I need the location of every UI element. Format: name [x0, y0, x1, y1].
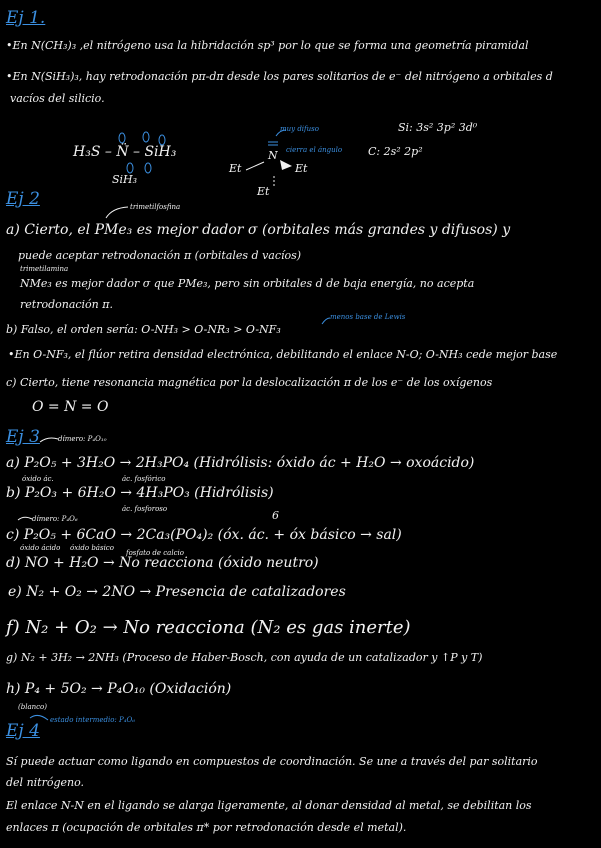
note-acido-fosforoso: ác. fosforoso: [122, 505, 168, 513]
ej1-structure-right-et2: Et: [295, 162, 308, 175]
ej3-c: c) P₂O₅ + 6CaO → 2Ca₃(PO₄)₂ (óx. ác. + óx básico → sal): [6, 527, 402, 543]
heading-ej2: Ej 2: [6, 189, 40, 209]
ej3-six: 6: [272, 509, 279, 522]
ej1-structure-left-bottom: SiH₃: [112, 173, 138, 186]
ej1-structure-right-et3: Et: [257, 185, 270, 198]
si-configuration: Si: 3s² 3p² 3d⁰: [398, 121, 478, 134]
ej1-line1: •En N(CH₃)₃ ,el nitrógeno usa la hibridación sp³ por lo que se forma una geometría piramidal: [6, 39, 529, 52]
ej3-f: f) N₂ + O₂ → No reacciona (N₂ es gas inerte): [6, 617, 411, 638]
ej3-b: b) P₂O₃ + 6H₂O → 4H₃PO₃ (Hidrólisis): [6, 485, 274, 501]
note-oxido-basico: óxido básico: [70, 544, 114, 552]
note-muy-difuso: muy difuso: [280, 125, 319, 133]
ej3-a: a) P₂O₅ + 3H₂O → 2H₃PO₄ (Hidrólisis: óxido ác + H₂O → oxoácido): [6, 455, 475, 471]
heading-ej4: Ej 4: [6, 721, 40, 741]
ej3-h: h) P₄ + 5O₂ → P₄O₁₀ (Oxidación): [6, 681, 232, 697]
heading-ej3: Ej 3: [6, 427, 40, 447]
note-dimero-p4o6: dímero: P₄O₆: [32, 515, 78, 523]
note-acido-fosforico: ác. fosfórico: [122, 475, 166, 483]
ej3-g: g) N₂ + 3H₂ → 2NH₃ (Proceso de Haber-Bosch, con ayuda de un catalizador y ↑P y T): [6, 651, 483, 664]
ej1-structure-right-n: N: [268, 149, 278, 162]
note-fosfato-calcio: fosfato de calcio: [126, 549, 184, 557]
ej2-a-line1: a) Cierto, el PMe₃ es mejor dador σ (orbitales más grandes y difusos) y: [6, 222, 511, 238]
note-estado-intermedio: estado intermedio: P₄O₆: [50, 716, 136, 724]
ej2-c-line1: c) Cierto, tiene resonancia magnética por la deslocalización π de los e⁻ de los oxígenos: [6, 376, 493, 389]
note-oxido-acido: óxido ác.: [22, 475, 54, 483]
note-oxido-acido-c: óxido ácido: [20, 544, 61, 552]
ej2-a-line4: retrodonación π.: [20, 298, 113, 311]
ej2-a-line3: NMe₃ es mejor dador σ que PMe₃, pero sin orbitales d de baja energía, no acepta: [20, 277, 475, 290]
ej2-b-line2: •En O-NF₃, el flúor retira densidad electrónica, debilitando el enlace N-O; O-NH₃ cede mejor base: [8, 348, 558, 361]
ej4-line4: enlaces π (ocupación de orbitales π* por retrodonación desde el metal).: [6, 821, 407, 834]
note-blanco: (blanco): [18, 703, 47, 711]
note-trimetilfosfina: trimetilfosfina: [130, 203, 181, 211]
ej3-d: d) NO + H₂O → No reacciona (óxido neutro): [6, 555, 319, 571]
ej4-line2: del nitrógeno.: [6, 776, 85, 789]
ej3-e: e) N₂ + O₂ → 2NO → Presencia de catalizadores: [8, 584, 346, 600]
ej4-line1: Sí puede actuar como ligando en compuestos de coordinación. Se une a través del par solitario: [6, 755, 538, 768]
heading-ej1: Ej 1.: [6, 8, 46, 28]
ej1-structure-right-et1: Et: [229, 162, 242, 175]
ej2-a-line2: puede aceptar retrodonación π (orbitales d vacíos): [18, 249, 302, 262]
ej2-b-line1: b) Falso, el orden sería: O-NH₃ > O-NR₃ > O-NF₃: [6, 323, 281, 336]
note-dimero-p4o10: dímero: P₄O₁₀: [58, 435, 107, 443]
ej1-line3: vacíos del silicio.: [10, 92, 105, 105]
note-menos-base-lewis: menos base de Lewis: [330, 313, 406, 321]
c-configuration: C: 2s² 2p²: [368, 145, 423, 158]
ej4-line3: El enlace N-N en el ligando se alarga ligeramente, al donar densidad al metal, se debilitan los: [6, 799, 532, 812]
ej1-line2: •En N(SiH₃)₃, hay retrodonación pπ-dπ desde los pares solitarios de e⁻ del nitrógeno a orbitales d: [6, 70, 553, 83]
ej1-structure-left: H₃S – N̈ – SiH₃: [73, 144, 177, 160]
note-trimetilamina: trimetilamina: [20, 265, 69, 273]
note-cierra-angulo: cierra el ángulo: [286, 146, 343, 154]
ej2-c-resonance: O = N = O: [32, 399, 109, 415]
